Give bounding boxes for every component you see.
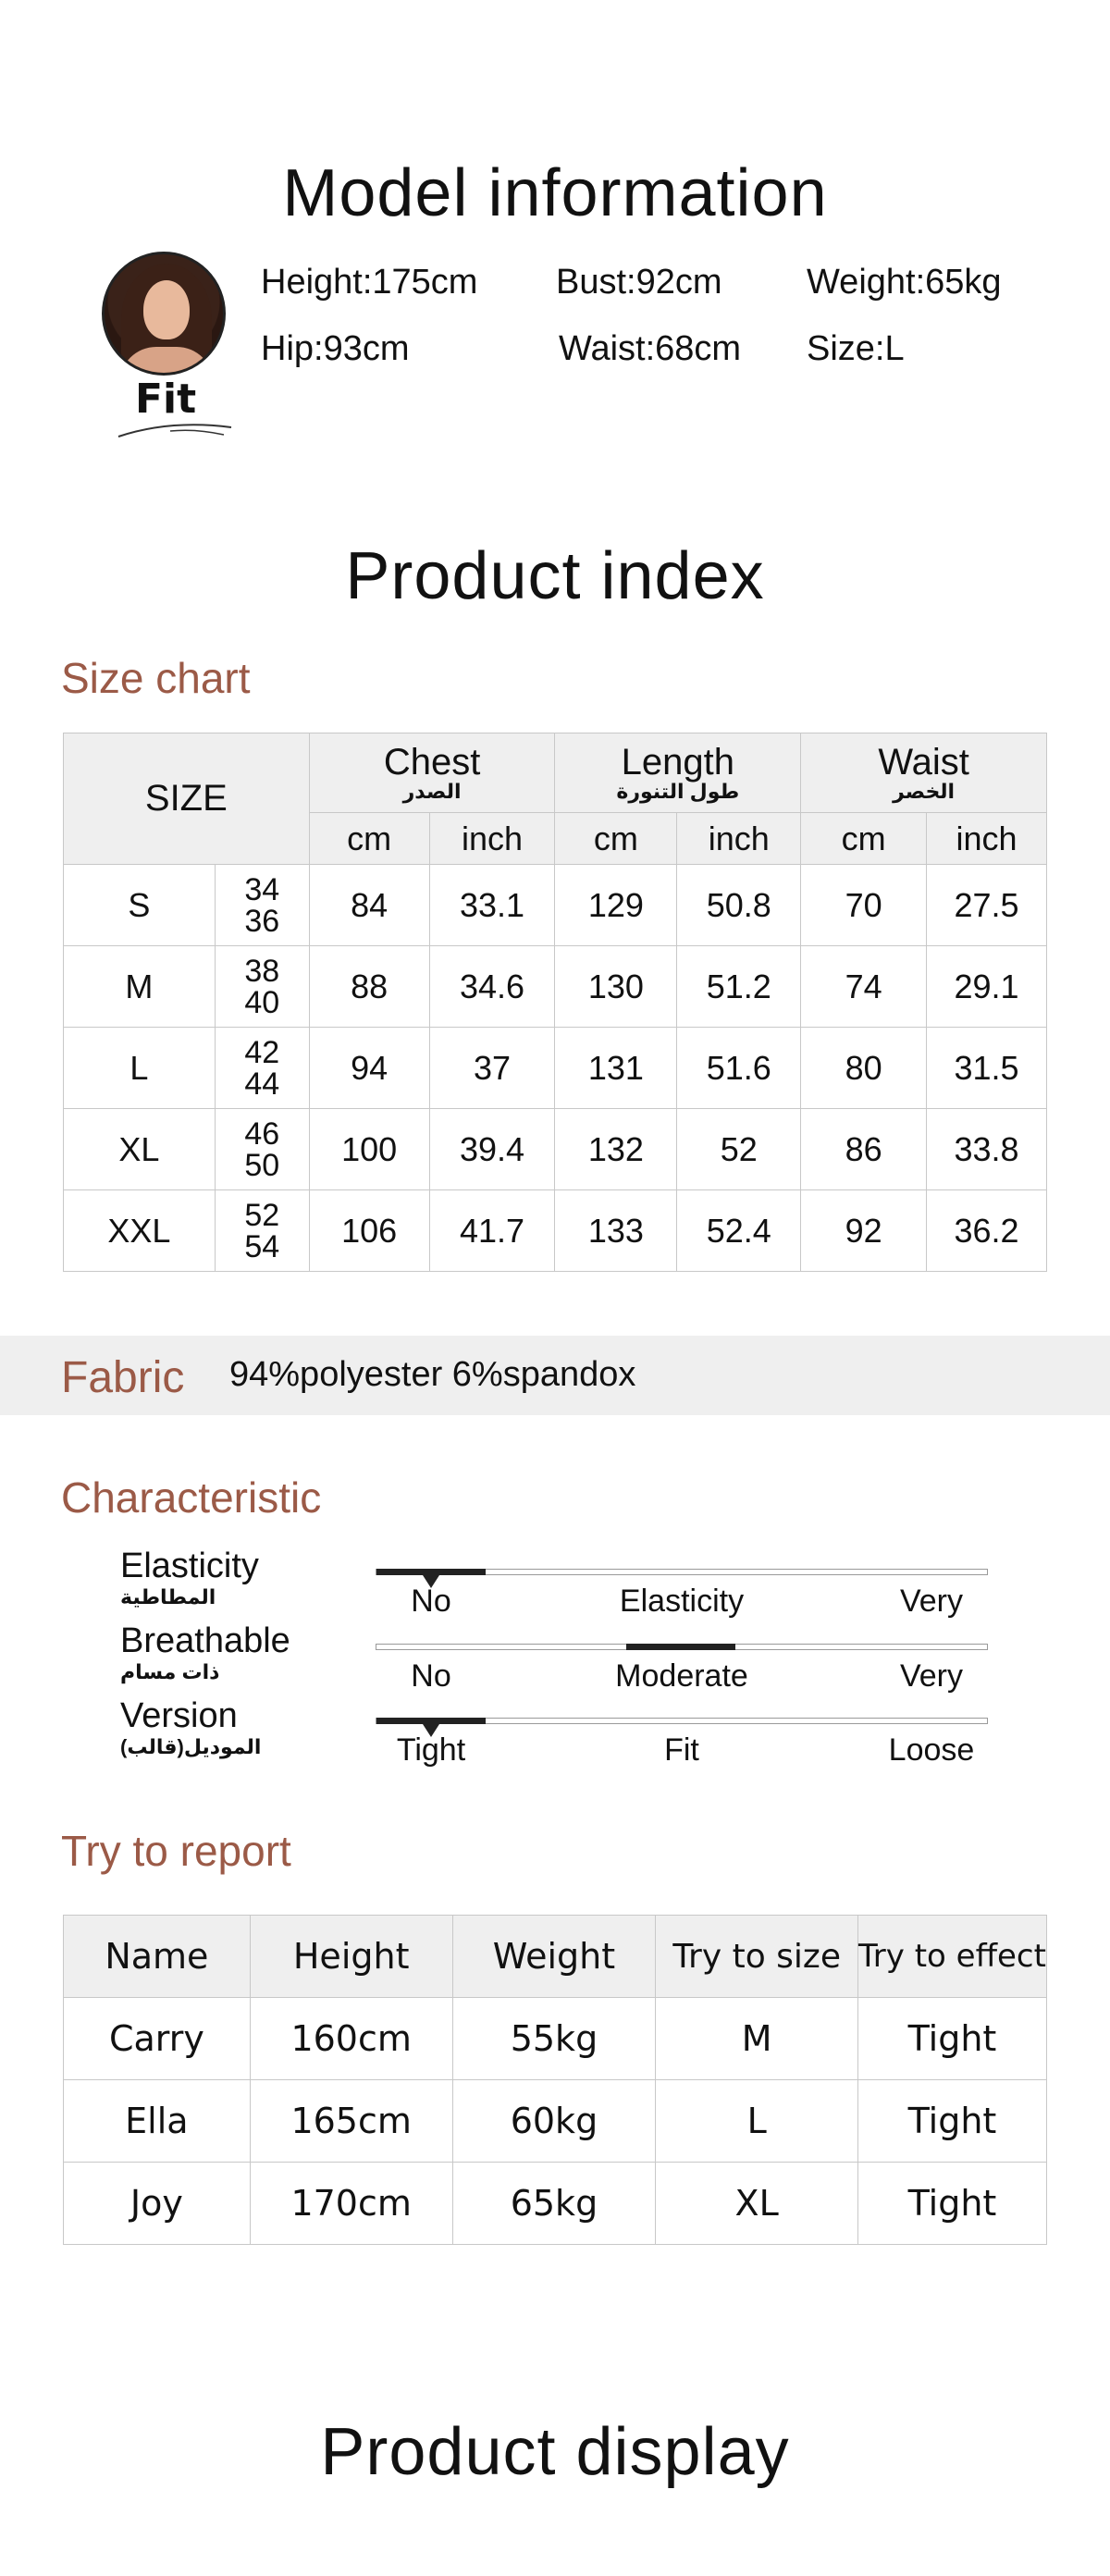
try-size-header: Try to size: [656, 1916, 858, 1998]
name-cell: Carry: [64, 1998, 251, 2080]
elasticity-scale: [376, 1569, 988, 1575]
fit-logo: Fit: [135, 376, 197, 423]
unit-header: cm: [801, 813, 927, 865]
table-row: [64, 946, 1047, 1028]
version-scale: [376, 1718, 988, 1724]
version-label: Version: [120, 1696, 238, 1735]
value-cell: 88: [309, 946, 429, 1028]
product-display-title: Product display: [320, 2415, 790, 2489]
fabric-label: Fabric: [61, 1353, 185, 1402]
value-cell: 39.4: [429, 1109, 555, 1190]
size-cell: L: [64, 1028, 216, 1109]
height-cell: 170cm: [250, 2163, 452, 2245]
size-cell: M: [656, 1998, 858, 2080]
version-low-label: Tight: [396, 1732, 466, 1768]
breathable-label: Breathable: [120, 1621, 290, 1660]
breathable-mid-label: Moderate: [615, 1658, 748, 1694]
weight-cell: 65kg: [452, 2163, 656, 2245]
characteristic-label: Characteristic: [61, 1473, 322, 1522]
table-row: [64, 1998, 1047, 2080]
table-row: [64, 1028, 1047, 1109]
table-row: [64, 1109, 1047, 1190]
size-cell: L: [656, 2080, 858, 2163]
value-cell: 92: [801, 1190, 927, 1272]
weight-cell: 55kg: [452, 1998, 656, 2080]
waist-header: Waist الخصر: [801, 733, 1047, 813]
height-cell: 160cm: [250, 1998, 452, 2080]
size-cell: S: [64, 865, 216, 946]
try-report-label: Try to report: [61, 1827, 291, 1875]
version-label-ar: الموديل(قالب): [120, 1735, 262, 1758]
value-cell: 37: [429, 1028, 555, 1109]
eu-size-cell: 38 40: [215, 946, 309, 1028]
table-row: [64, 1190, 1047, 1272]
value-cell: 84: [309, 865, 429, 946]
value-cell: 52.4: [677, 1190, 801, 1272]
elasticity-low-label: No: [411, 1584, 451, 1619]
version-high-label: Loose: [888, 1732, 975, 1768]
model-bust: Bust:92cm: [556, 263, 722, 302]
model-information-title: Model information: [282, 156, 828, 230]
value-cell: 94: [309, 1028, 429, 1109]
weight-cell: 60kg: [452, 2080, 656, 2163]
elasticity-mid-label: Elasticity: [619, 1584, 745, 1619]
effect-cell: Tight: [857, 1998, 1046, 2080]
size-cell: M: [64, 946, 216, 1028]
table-row: [64, 865, 1047, 946]
size-header: SIZE: [64, 733, 310, 865]
size-chart-table: [63, 733, 1047, 1272]
value-cell: 31.5: [927, 1028, 1047, 1109]
try-effect-header: Try to effect: [857, 1916, 1046, 1998]
value-cell: 86: [801, 1109, 927, 1190]
value-cell: 133: [555, 1190, 677, 1272]
elasticity-high-label: Very: [899, 1584, 964, 1619]
model-avatar: [102, 252, 226, 376]
elasticity-label-ar: المطاطية: [120, 1585, 216, 1608]
length-header: Length طول التنورة: [555, 733, 801, 813]
value-cell: 74: [801, 946, 927, 1028]
version-mid-label: Fit: [664, 1732, 699, 1768]
model-weight: Weight:65kg: [807, 263, 1002, 302]
effect-cell: Tight: [857, 2080, 1046, 2163]
model-size: Size:L: [807, 329, 905, 368]
model-hip: Hip:93cm: [261, 329, 410, 368]
weight-header: Weight: [452, 1916, 656, 1998]
breathable-high-label: Very: [899, 1658, 964, 1694]
value-cell: 33.8: [927, 1109, 1047, 1190]
value-cell: 51.6: [677, 1028, 801, 1109]
eu-size-cell: 34 36: [215, 865, 309, 946]
value-cell: 100: [309, 1109, 429, 1190]
model-height: Height:175cm: [261, 263, 478, 302]
value-cell: 29.1: [927, 946, 1047, 1028]
value-cell: 52: [677, 1109, 801, 1190]
eu-size-cell: 42 44: [215, 1028, 309, 1109]
unit-header: inch: [927, 813, 1047, 865]
value-cell: 129: [555, 865, 677, 946]
elasticity-label: Elasticity: [120, 1547, 259, 1585]
unit-header: cm: [309, 813, 429, 865]
value-cell: 51.2: [677, 946, 801, 1028]
size-cell: XXL: [64, 1190, 216, 1272]
size-cell: XL: [64, 1109, 216, 1190]
value-cell: 130: [555, 946, 677, 1028]
table-row: [64, 2163, 1047, 2245]
breathable-low-label: No: [411, 1658, 451, 1694]
value-cell: 80: [801, 1028, 927, 1109]
name-header: Name: [64, 1916, 251, 1998]
size-chart-label: Size chart: [61, 654, 251, 702]
unit-header: inch: [677, 813, 801, 865]
fabric-value: 94%polyester 6%spandox: [229, 1355, 636, 1394]
fit-swoosh-icon: [115, 418, 235, 440]
value-cell: 70: [801, 865, 927, 946]
name-cell: Joy: [64, 2163, 251, 2245]
value-cell: 27.5: [927, 865, 1047, 946]
breathable-label-ar: ذات مسام: [120, 1660, 220, 1683]
value-cell: 41.7: [429, 1190, 555, 1272]
height-cell: 165cm: [250, 2080, 452, 2163]
product-index-title: Product index: [345, 539, 765, 613]
table-row: [64, 2080, 1047, 2163]
unit-header: cm: [555, 813, 677, 865]
size-cell: XL: [656, 2163, 858, 2245]
eu-size-cell: 52 54: [215, 1190, 309, 1272]
eu-size-cell: 46 50: [215, 1109, 309, 1190]
value-cell: 131: [555, 1028, 677, 1109]
value-cell: 34.6: [429, 946, 555, 1028]
name-cell: Ella: [64, 2080, 251, 2163]
value-cell: 36.2: [927, 1190, 1047, 1272]
chest-header: Chest الصدر: [309, 733, 555, 813]
value-cell: 132: [555, 1109, 677, 1190]
breathable-scale: [376, 1644, 988, 1650]
height-header: Height: [250, 1916, 452, 1998]
value-cell: 50.8: [677, 865, 801, 946]
value-cell: 106: [309, 1190, 429, 1272]
unit-header: inch: [429, 813, 555, 865]
value-cell: 33.1: [429, 865, 555, 946]
try-report-table: [63, 1915, 1047, 2245]
model-waist: Waist:68cm: [559, 329, 742, 368]
effect-cell: Tight: [857, 2163, 1046, 2245]
